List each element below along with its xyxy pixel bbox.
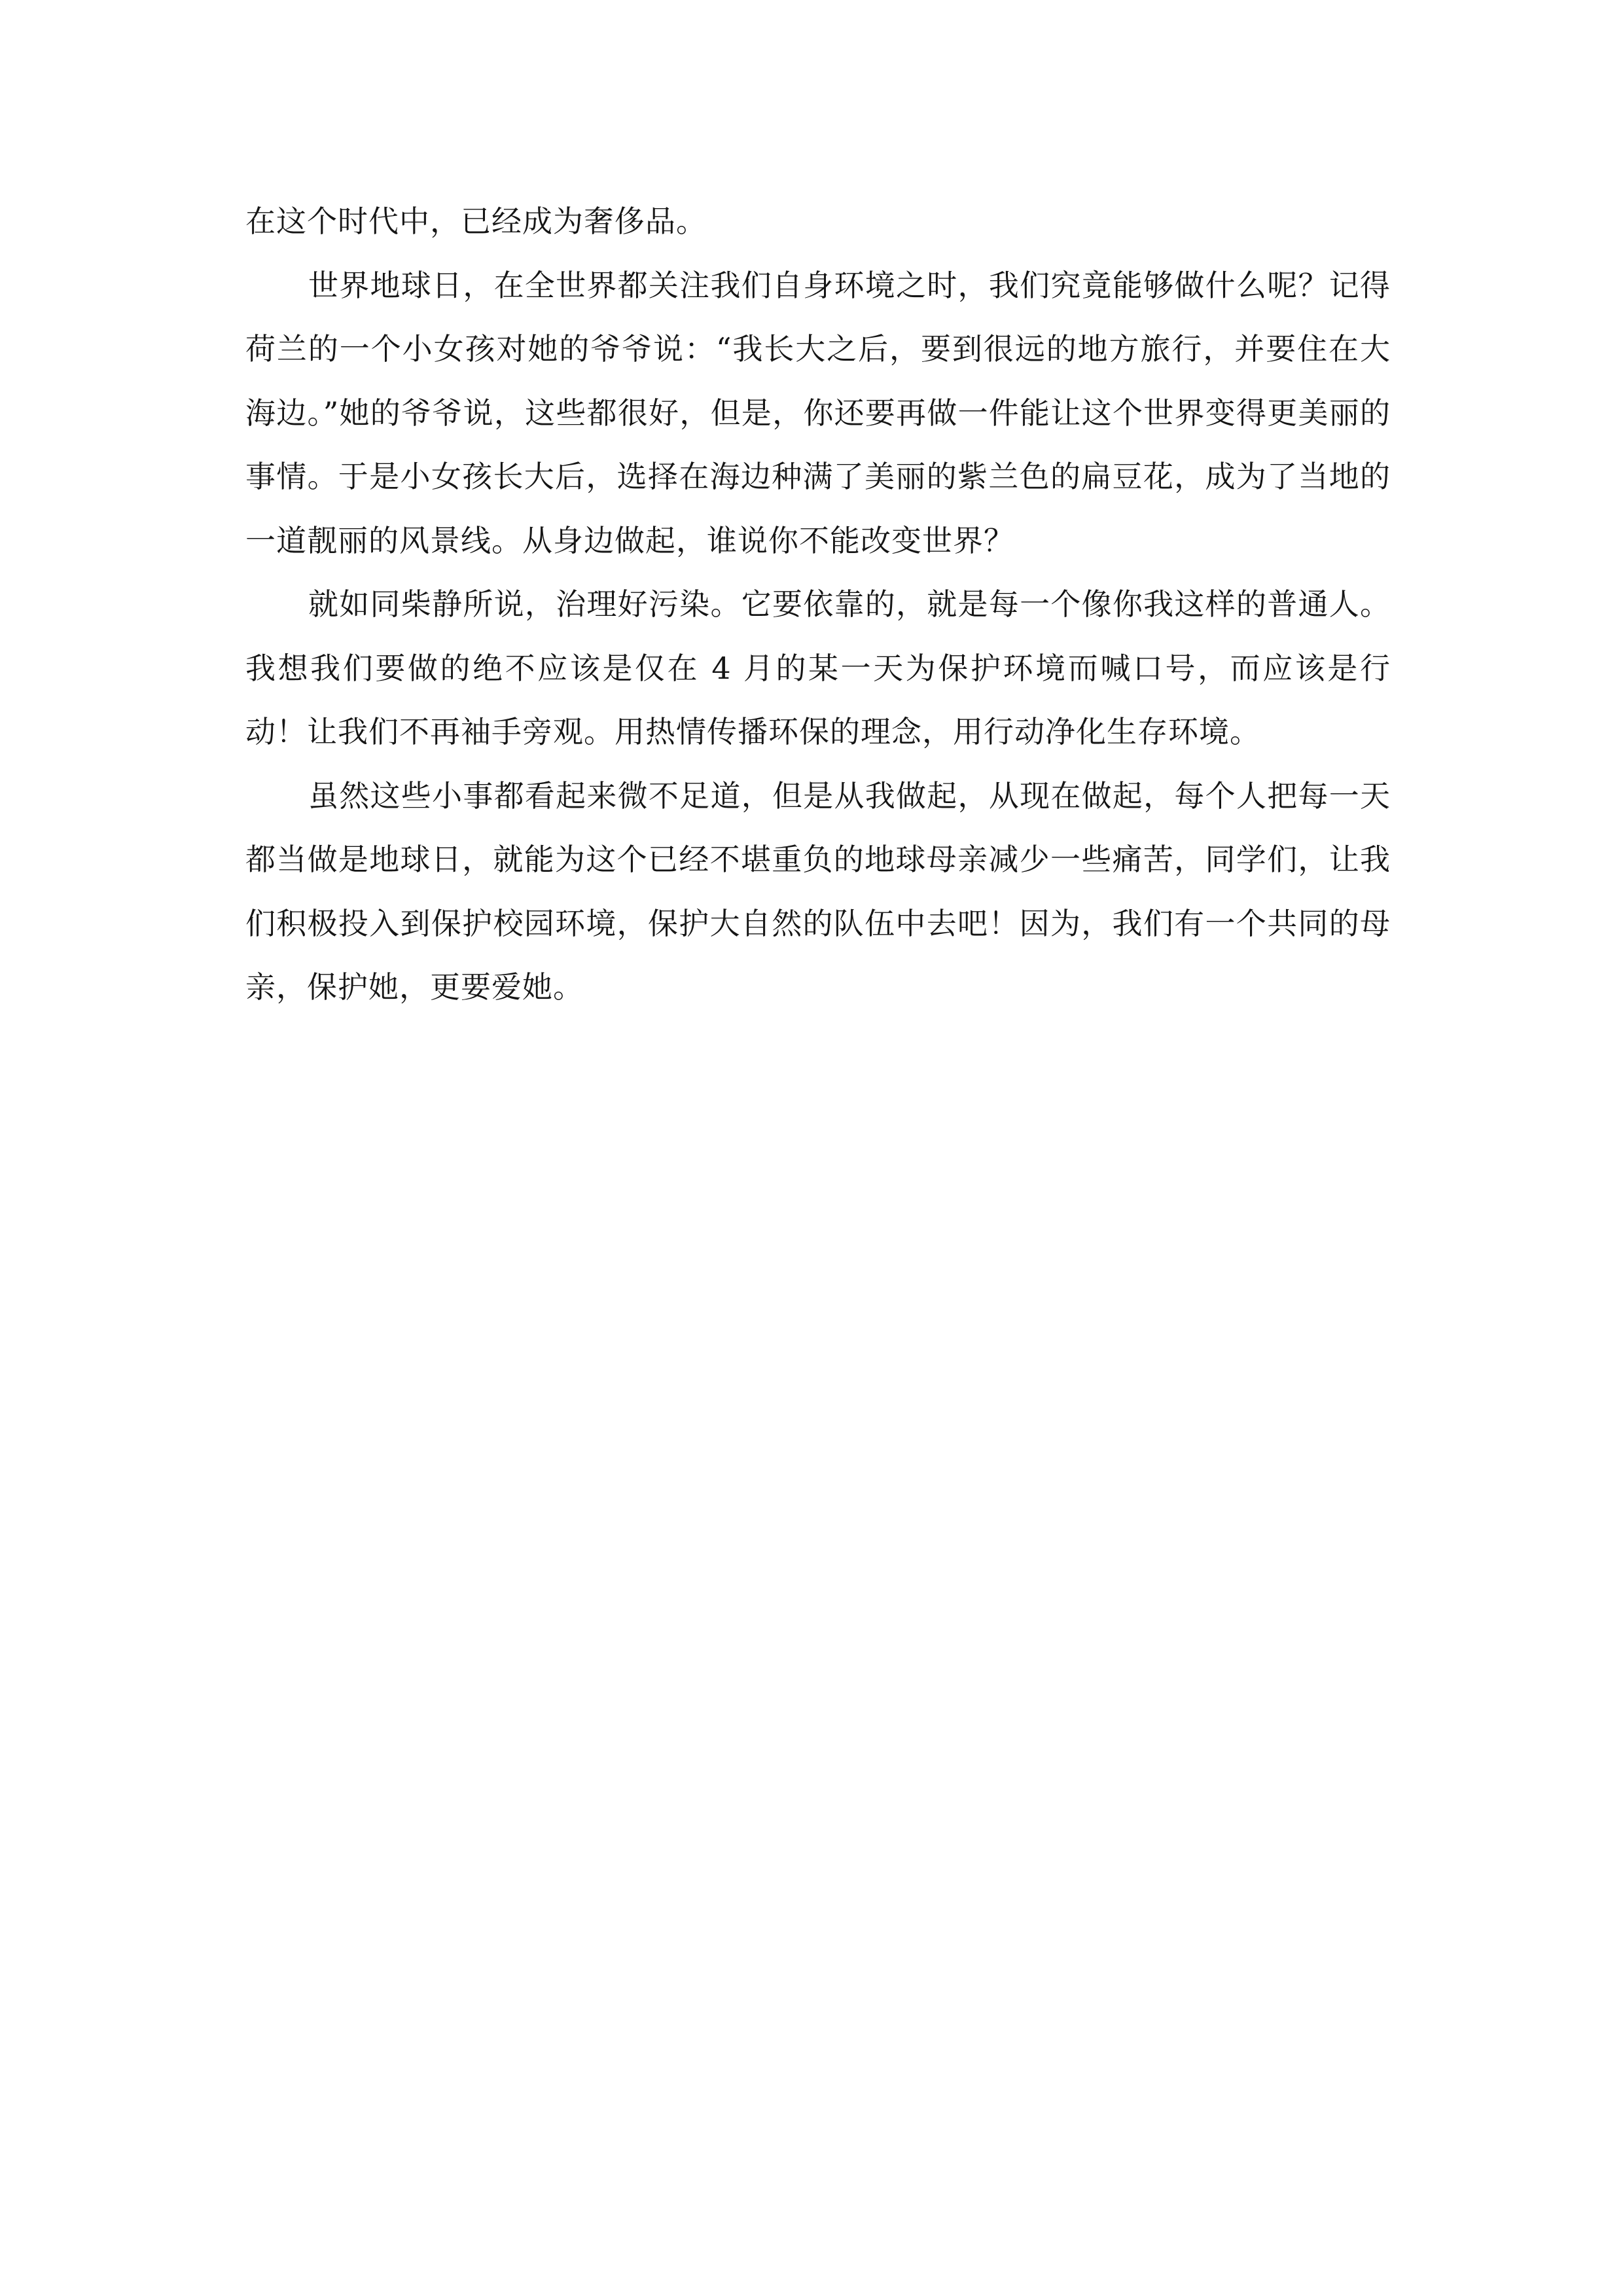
body-text [245,190,1391,1020]
paragraph-4: 虽然这些小事都看起来微不足道，但是从我做起，从现在做起，每个人把每一天都当做是地球日，就能为这个已经不堪重负的地球母亲减少一些痛苦，同学们，让我们积极投入到保护校园环境，保护大自然的队伍中去吧！因为，我们有一个共同的母亲，保护她，更要爱她。 [245,778,1391,1005]
paragraph-3: 就如同柴静所说，治理好污染。它要依靠的，就是每一个像你我这样的普通人。我想我们要做的绝不应该是仅在 4 月的某一天为保护环境而喊口号，而应该是行动！让我们不再袖手旁观。用热情传播环保的理念，用行动净化生存环境。 [245,586,1391,749]
paragraph-1: 在这个时代中，已经成为奢侈品。 [245,204,707,239]
paragraph-2: 世界地球日，在全世界都关注我们自身环境之时，我们究竟能够做什么呢？记得荷兰的一个小女孩对她的爷爷说：“我长大之后，要到很远的地方旅行，并要住在大海边。”她的爷爷说，这些都很好，但是，你还要再做一件能让这个世界变得更美丽的事情。于是小女孩长大后，选择在海边种满了美丽的紫兰色的扁豆花，成为了当地的一道靓丽的风景线。从身边做起，谁说你不能改变世界？ [245,267,1391,558]
